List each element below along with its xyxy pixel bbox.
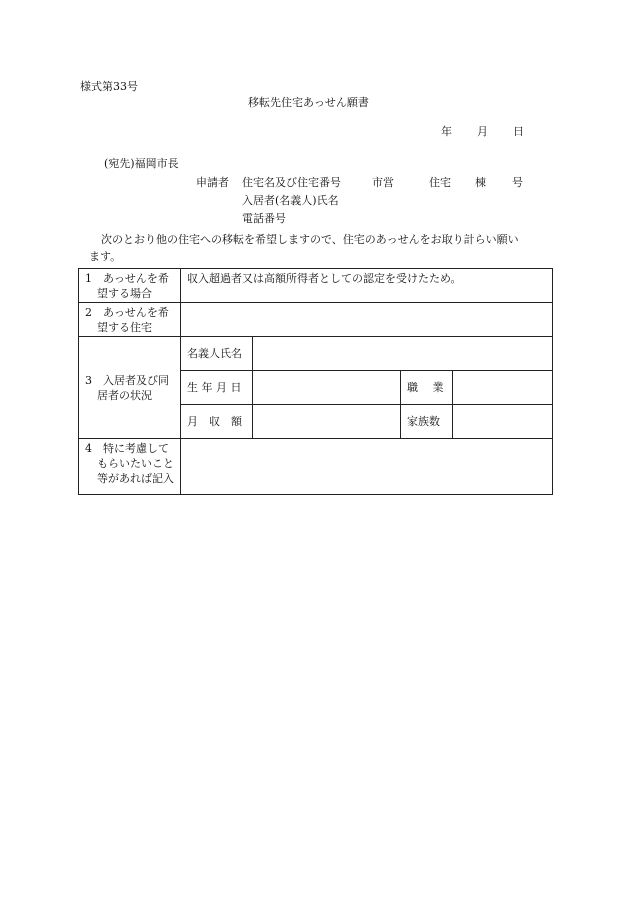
reason-header: 1 あっせんを希 望する場合 bbox=[79, 269, 181, 303]
request-text-line1: 次のとおり他の住宅への移転を希望しますので、住宅のあっせんをお取り計らい願い bbox=[101, 233, 519, 246]
resident-name-label: 入居者(名義人)氏名 bbox=[242, 194, 339, 207]
family-size-value[interactable] bbox=[453, 405, 553, 439]
occupation-value[interactable] bbox=[453, 371, 553, 405]
family-size-label: 家族数 bbox=[401, 405, 453, 439]
address-label: 住宅名及び住宅番号 bbox=[242, 176, 341, 189]
occupation-label: 職 業 bbox=[401, 371, 453, 405]
date-line bbox=[441, 125, 524, 139]
application-table bbox=[78, 268, 553, 495]
request-text-line2: ます。 bbox=[89, 250, 122, 263]
addressee: (宛先)福岡市長 bbox=[104, 157, 179, 170]
housing-label: 住宅 bbox=[429, 176, 451, 189]
considerations-header: 4 特に考慮して もらいたいこと 等があれば記入 bbox=[79, 439, 181, 495]
desired-housing-value[interactable] bbox=[181, 303, 553, 337]
city-label: 市営 bbox=[372, 176, 394, 189]
monthly-income-value[interactable] bbox=[253, 405, 401, 439]
holder-name-label: 名義人氏名 bbox=[181, 337, 253, 371]
document-title: 移転先住宅あっせん願書 bbox=[248, 96, 369, 109]
phone-label: 電話番号 bbox=[242, 212, 286, 225]
birth-date-label: 生 年 月 日 bbox=[181, 371, 253, 405]
form-number: 様式第33号 bbox=[80, 80, 138, 93]
birth-date-value[interactable] bbox=[253, 371, 401, 405]
considerations-value[interactable] bbox=[181, 439, 553, 495]
resident-status-header: 3 入居者及び同 居者の状況 bbox=[79, 337, 181, 439]
date-day-label: 日 bbox=[513, 125, 524, 138]
date-month-label: 月 bbox=[477, 125, 488, 138]
holder-name-value[interactable] bbox=[253, 337, 553, 371]
monthly-income-label: 月 収 額 bbox=[181, 405, 253, 439]
table-row-desired-housing bbox=[79, 303, 553, 337]
date-year-label: 年 bbox=[441, 125, 452, 138]
applicant-label: 申請者 bbox=[196, 176, 229, 189]
unit-number-label: 号 bbox=[512, 176, 523, 189]
table-row-considerations bbox=[79, 439, 553, 495]
table-row-reason bbox=[79, 269, 553, 303]
building-label: 棟 bbox=[475, 176, 486, 189]
desired-housing-header: 2 あっせんを希 望する住宅 bbox=[79, 303, 181, 337]
reason-value[interactable]: 収入超過者又は高額所得者としての認定を受けたため。 bbox=[181, 269, 553, 303]
table-row-status-name bbox=[79, 337, 553, 371]
